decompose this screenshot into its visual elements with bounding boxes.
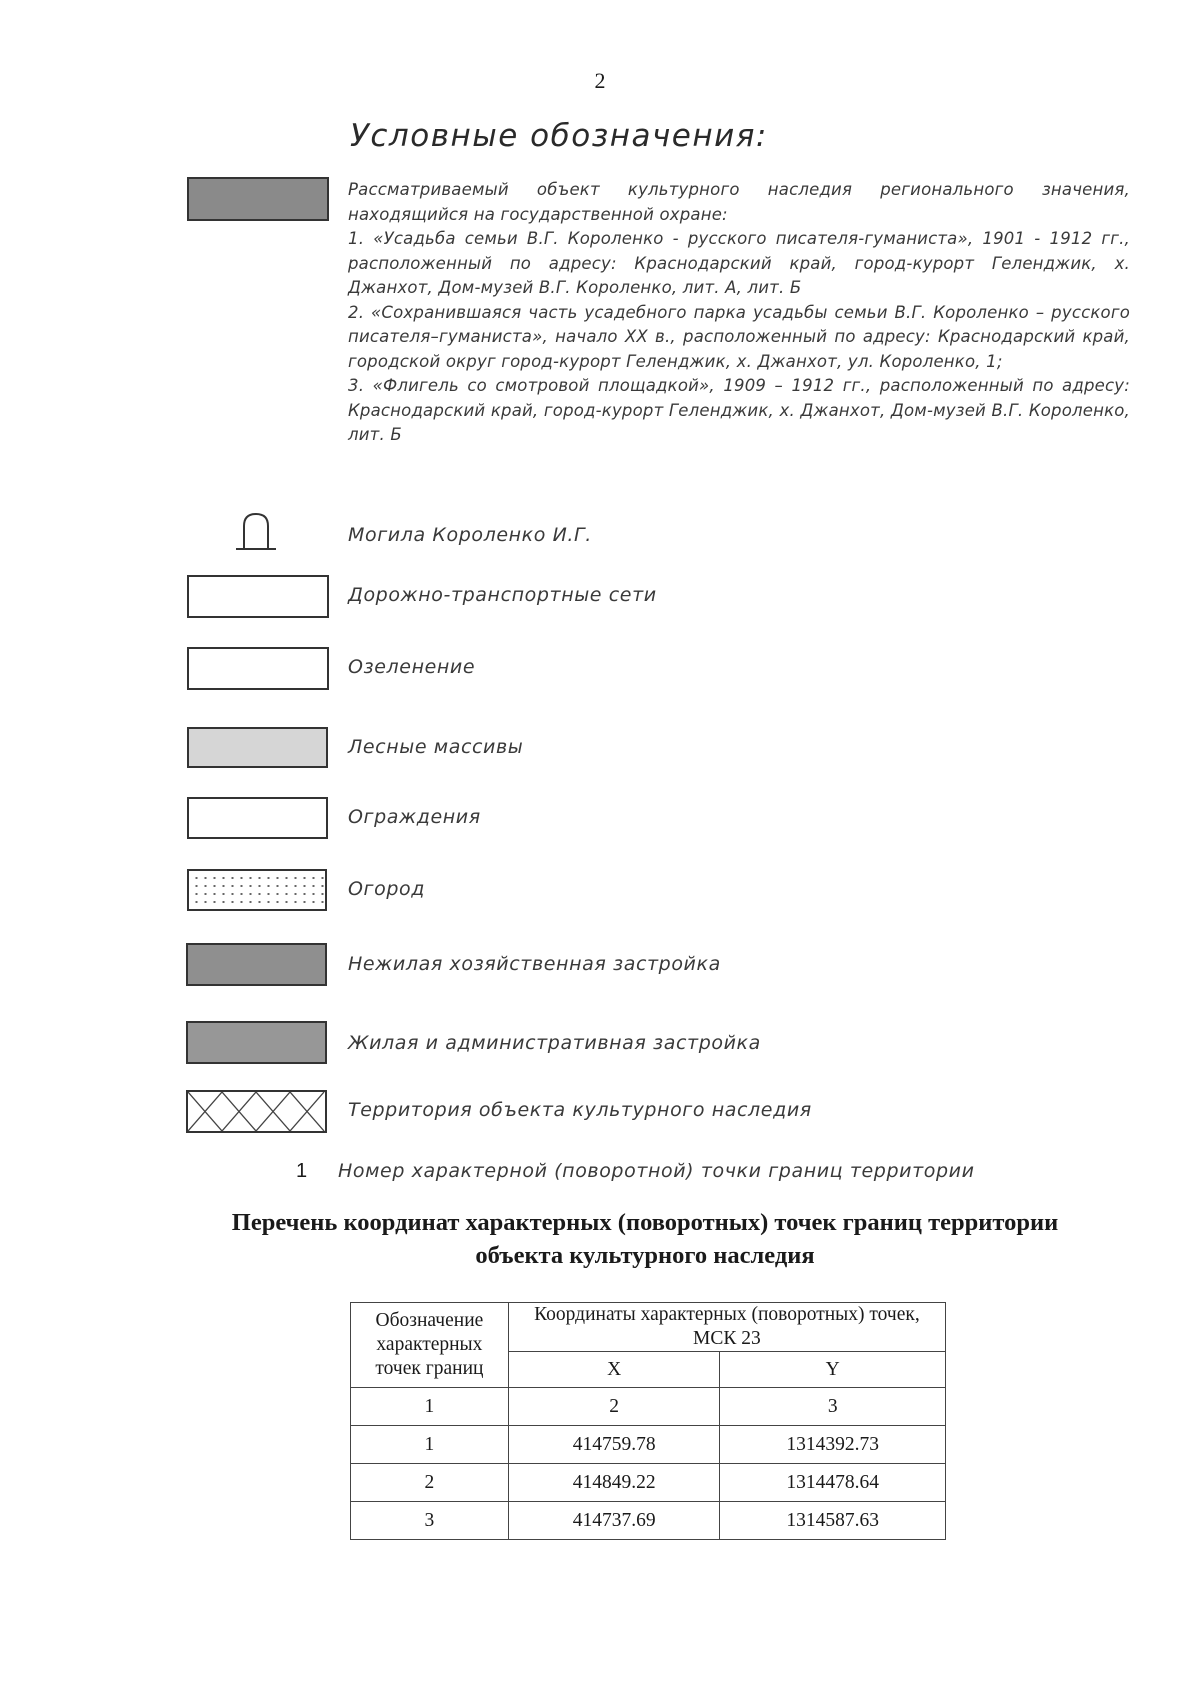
table-row	[351, 1426, 946, 1464]
point-cell: 1	[351, 1426, 509, 1464]
point-number-sample: 1	[296, 1160, 308, 1182]
heritage-item-3: 3. «Флигель со смотровой площадкой», 1909 – 1912 гг., расположенный по адресу: Краснодарский край, город-курорт Геленджик, х. Джанхот, Дом-музей В.Г. Короленко, лит. Б	[348, 376, 1130, 444]
fences-label: Ограждения	[348, 806, 481, 828]
header-coordinates: Координаты характерных (поворотных) точек, МСК 23	[508, 1303, 945, 1352]
nonresidential-swatch	[186, 943, 327, 986]
heritage-item-2: 2. «Сохранившаяся часть усадебного парка усадьбы семьи В.Г. Короленко – русского писателя–гуманиста», начало XX в., расположенный по адресу: Краснодарский край, городской округ город-курорт Геленджик, х. Джанхот, ул. Короленко, 1;	[348, 302, 1130, 371]
forest-swatch	[187, 727, 328, 768]
garden-label: Огород	[348, 878, 425, 900]
coordinates-title-line-1: Перечень координат характерных (поворотных) точек границ территории	[231, 1209, 1059, 1236]
coordinates-table	[350, 1302, 946, 1540]
greenery-label: Озеленение	[348, 656, 476, 678]
numbering-cell: 1	[351, 1388, 509, 1426]
nonresidential-label: Нежилая хозяйственная застройка	[348, 953, 721, 975]
heritage-object-swatch	[187, 177, 329, 221]
residential-swatch	[186, 1021, 327, 1064]
grave-icon	[232, 512, 280, 552]
y-cell: 1314587.63	[720, 1502, 946, 1540]
point-number-label: Номер характерной (поворотной) точки границ территории	[338, 1160, 975, 1182]
legend-title: Условные обозначения:	[350, 118, 768, 154]
x-cell: 414849.22	[508, 1464, 720, 1502]
roads-label: Дорожно-транспортные сети	[348, 584, 657, 606]
heritage-item-1: 1. «Усадьба семьи В.Г. Короленко - русского писателя-гуманиста», 1901 - 1912 гг., расположенный по адресу: Краснодарский край, город-курорт Геленджик, х. Джанхот, Дом-музей В.Г. Короленко, лит. А, лит. Б	[348, 229, 1130, 297]
residential-label: Жилая и административная застройка	[348, 1032, 761, 1054]
page-number: 2	[594, 68, 606, 93]
point-cell: 2	[351, 1464, 509, 1502]
greenery-swatch	[187, 647, 329, 690]
header-y: Y	[720, 1352, 946, 1388]
fences-swatch	[187, 797, 328, 839]
y-cell: 1314478.64	[720, 1464, 946, 1502]
numbering-cell: 3	[720, 1388, 946, 1426]
table-row	[351, 1502, 946, 1540]
table-row	[351, 1464, 946, 1502]
x-cell: 414759.78	[508, 1426, 720, 1464]
heritage-object-description	[348, 178, 1130, 448]
y-cell: 1314392.73	[720, 1426, 946, 1464]
numbering-cell: 2	[508, 1388, 720, 1426]
territory-label: Территория объекта культурного наследия	[348, 1099, 812, 1121]
roads-swatch	[187, 575, 329, 618]
grave-label: Могила Короленко И.Г.	[348, 524, 592, 546]
forest-label: Лесные массивы	[348, 736, 524, 758]
territory-swatch	[186, 1090, 327, 1133]
x-cell: 414737.69	[508, 1502, 720, 1540]
point-cell: 3	[351, 1502, 509, 1540]
table-numbering-row	[351, 1388, 946, 1426]
coordinates-title	[150, 1206, 1140, 1272]
header-x: X	[508, 1352, 720, 1388]
coordinates-title-line-2: объекта культурного наследия	[475, 1242, 815, 1269]
heritage-intro: Рассматриваемый объект культурного наследия регионального значения, находящийся на государственной охране:	[348, 180, 1130, 224]
table-header-row	[351, 1303, 946, 1352]
garden-swatch	[187, 869, 327, 911]
header-designation: Обозначение характерных точек границ	[351, 1303, 509, 1388]
